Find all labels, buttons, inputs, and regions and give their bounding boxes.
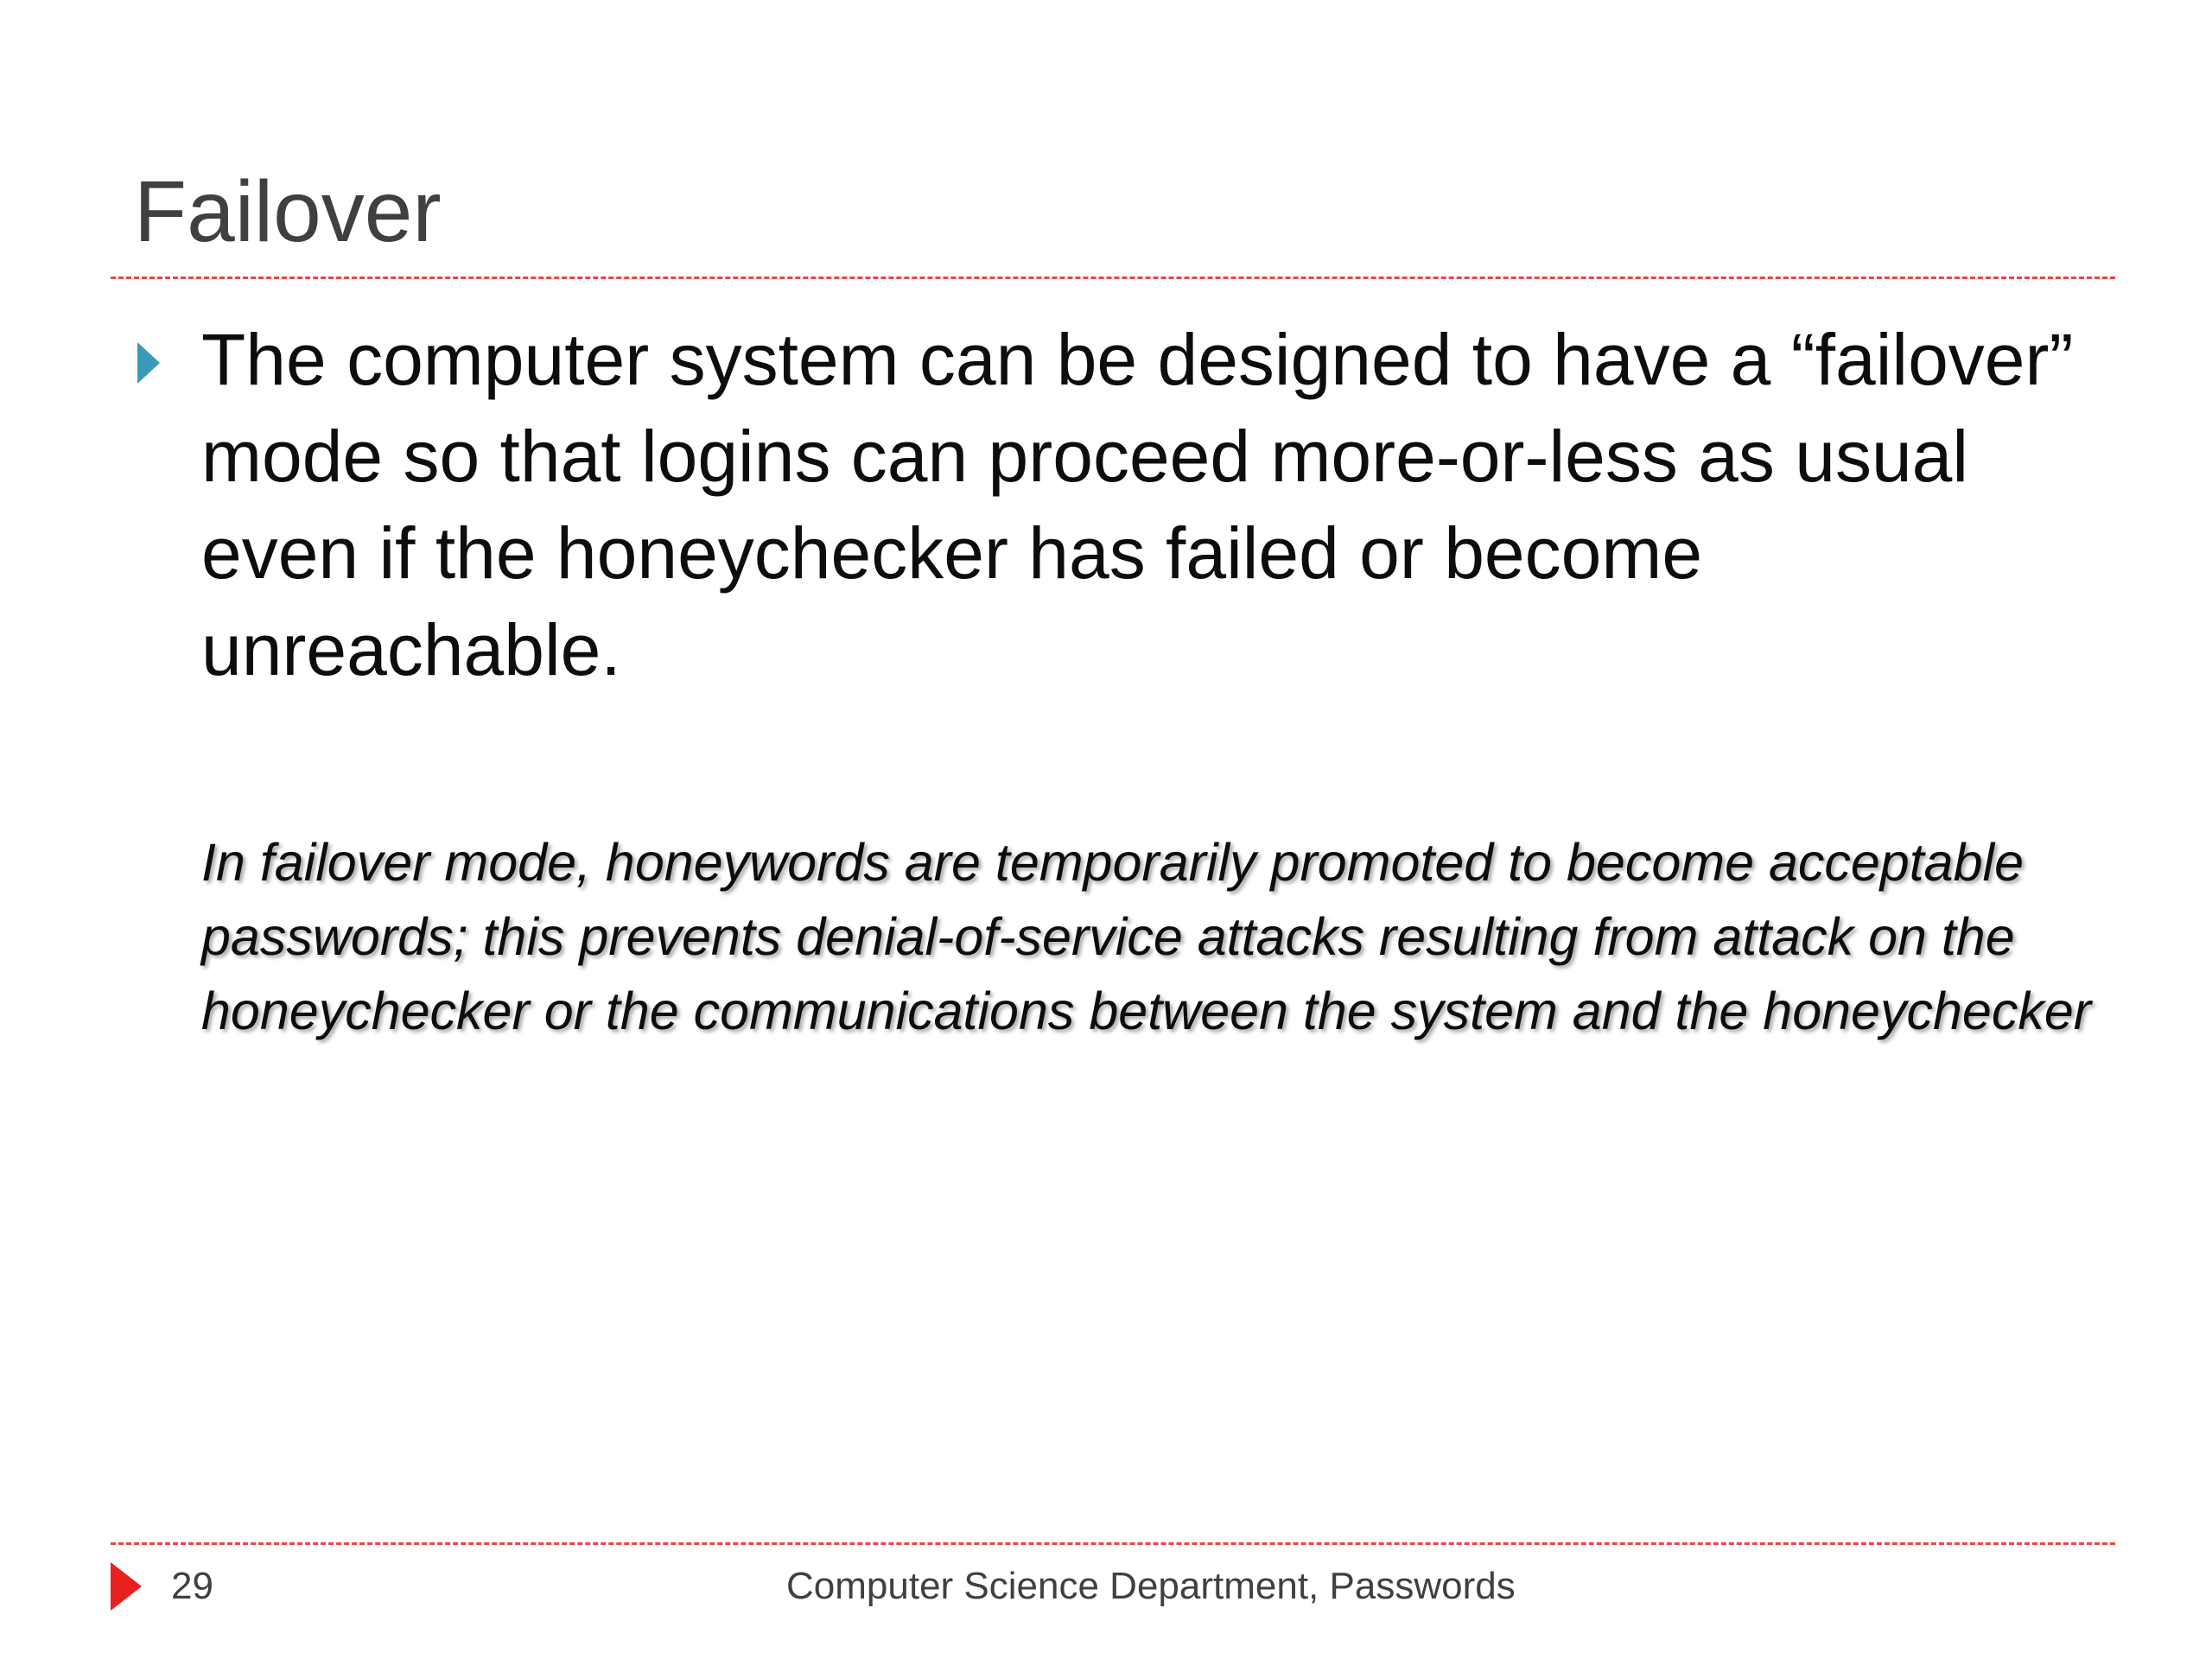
footer-text: Computer Science Department, Passwords [786,1565,1516,1607]
footer-triangle-icon [111,1562,142,1611]
italic-note: In failover mode, honeywords are temporarily promoted to become acceptable passwords; this prevents denial-of-service attacks resulting from attack on the honeychecker or the communications between the system and the honeychecker [201,833,2092,1040]
bullet-text: The computer system can be designed to have a “failover” mode so that logins can proceed more-or-less as usual even if the honeychecker has failed or become unreachable. [201,319,2074,690]
page-number: 29 [171,1565,213,1607]
footer-divider [111,1542,2115,1545]
bullet-triangle-icon [137,342,160,384]
title-divider [111,276,2115,279]
slide-title: Failover [134,163,442,260]
